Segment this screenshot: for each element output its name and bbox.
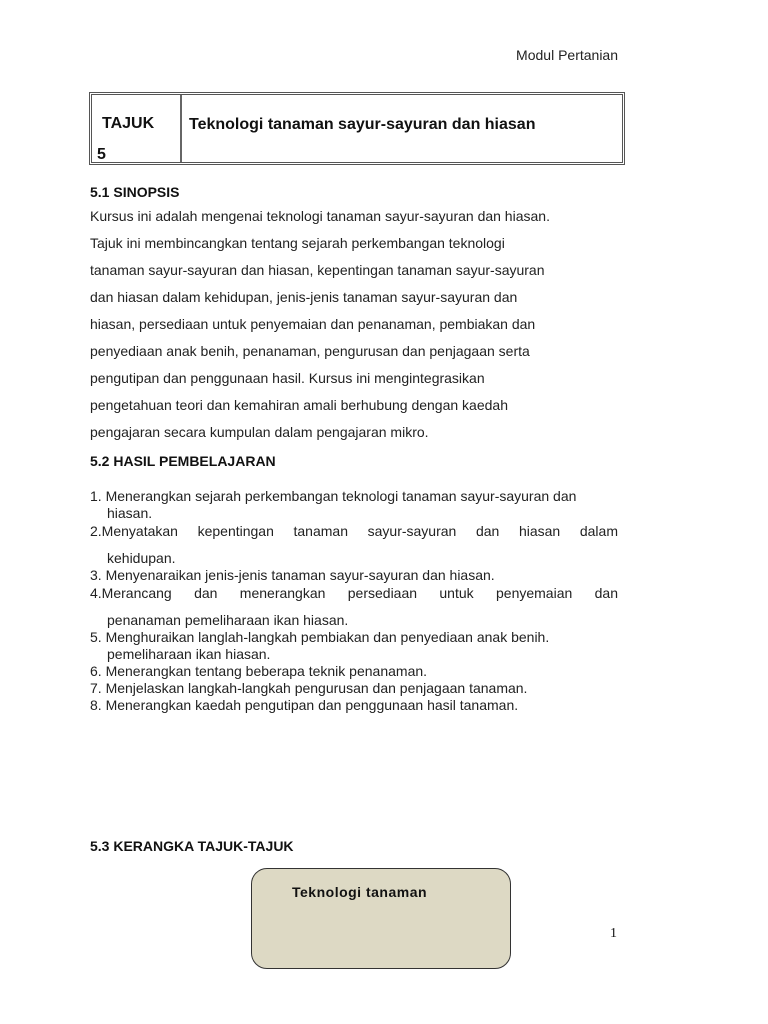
synopsis-line: pengajaran secara kumpulan dalam pengajaran mikro. [90, 424, 429, 440]
module-header: Modul Pertanian [516, 47, 618, 63]
outcome-item-4: 4.Merancang dan menerangkan persediaan untuk penyemaian dan [90, 585, 618, 601]
synopsis-line: hiasan, persediaan untuk penyemaian dan penanaman, pembiakan dan [90, 316, 536, 332]
topic-label-number: 5 [97, 146, 106, 163]
outcome-item-3: 3. Menyenaraikan jenis-jenis tanaman sayur-sayuran dan hiasan. [90, 567, 495, 583]
outcome-item-1: 1. Menerangkan sejarah perkembangan teknologi tanaman sayur-sayuran dan [90, 488, 577, 504]
synopsis-line: Kursus ini adalah mengenai teknologi tanaman sayur-sayuran dan hiasan. [90, 208, 550, 224]
outcomes-heading: 5.2 HASIL PEMBELAJARAN [90, 453, 276, 469]
synopsis-line: dan hiasan dalam kehidupan, jenis-jenis tanaman sayur-sayuran dan [90, 289, 518, 305]
page-number: 1 [610, 926, 617, 941]
synopsis-paragraph [90, 203, 620, 446]
synopsis-heading: 5.1 SINOPSIS [90, 184, 180, 200]
framework-box-label: Teknologi tanaman [292, 884, 428, 900]
framework-topic-box [251, 868, 511, 969]
synopsis-line: Tajuk ini membincangkan tentang sejarah perkembangan teknologi [90, 235, 505, 251]
topic-label-word: TAJUK [102, 115, 155, 132]
outcome-item-2-cont: kehidupan. [107, 550, 176, 566]
topic-title: Teknologi tanaman sayur-sayuran dan hiasan [189, 116, 536, 133]
synopsis-line: penyediaan anak benih, penanaman, pengurusan dan penjagaan serta [90, 343, 530, 359]
outcome-item-2: 2.Menyatakan kepentingan tanaman sayur-sayuran dan hiasan dalam [90, 523, 618, 539]
outcome-item-6: 6. Menerangkan tentang beberapa teknik penanaman. [90, 663, 428, 679]
synopsis-line: pengetahuan teori dan kemahiran amali berhubung dengan kaedah [90, 397, 508, 413]
outcome-item-5: 5. Menghuraikan langlah-langkah pembiakan dan penyediaan anak benih. [90, 629, 550, 645]
outcome-item-7: 7. Menjelaskan langkah-langkah pengurusan dan penjagaan tanaman. [90, 680, 528, 696]
synopsis-line: pengutipan dan penggunaan hasil. Kursus ini mengintegrasikan [90, 370, 485, 386]
framework-heading: 5.3 KERANGKA TAJUK-TAJUK [90, 838, 294, 854]
topic-title-box [89, 92, 625, 165]
outcome-item-1-cont: hiasan. [107, 505, 153, 521]
outcome-item-5-cont: pemeliharaan ikan hiasan. [107, 646, 271, 662]
synopsis-line: tanaman sayur-sayuran dan hiasan, kepentingan tanaman sayur-sayuran [90, 262, 545, 278]
topic-label-cell [92, 95, 182, 162]
outcome-item-8: 8. Menerangkan kaedah pengutipan dan penggunaan hasil tanaman. [90, 697, 519, 713]
outcomes-list [90, 488, 618, 714]
outcome-item-4-cont: penanaman pemeliharaan ikan hiasan. [107, 612, 349, 628]
